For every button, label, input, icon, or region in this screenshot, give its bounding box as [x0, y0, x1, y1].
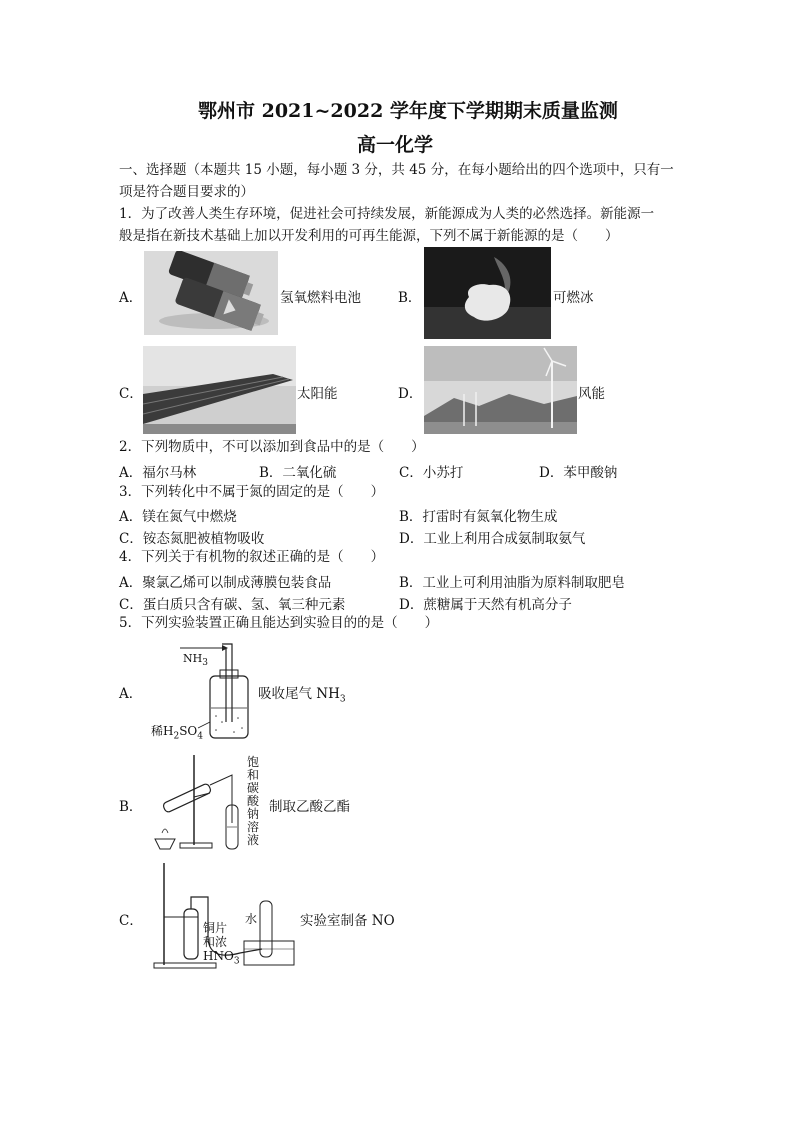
q3-stem: 3．下列转化中不属于氮的固定的是（ ）: [119, 484, 385, 500]
section-heading-line1: 一、选择题（本题共 15 小题，每小题 3 分，共 45 分，在每小题给出的四个选项中，只有一: [119, 162, 674, 178]
q2-option-b: B．二氧化硫: [259, 465, 337, 481]
q5c-reagent-line2: 和浓: [203, 935, 228, 949]
q5-option-b-text: 制取乙酸乙酯: [269, 799, 350, 815]
q5a-acid-sub2: 4: [197, 731, 203, 742]
q1-option-c-text: 太阳能: [297, 386, 338, 402]
q1-option-d-text: 风能: [578, 386, 605, 402]
section-heading-line2: 项是符合题目要求的）: [119, 184, 254, 200]
q3-option-c: C．铵态氮肥被植物吸收: [119, 531, 265, 547]
q5c-reagent-line3: HNO: [203, 949, 234, 963]
q1-option-d-letter: D．: [398, 386, 423, 402]
q2-option-d: D．苯甲酸钠: [539, 465, 618, 481]
q5a-acid-sub1: 2: [173, 731, 180, 742]
q1-option-a-text: 氢氧燃料电池: [280, 290, 361, 306]
q2-option-a: A．福尔马林: [119, 465, 197, 481]
q5-option-a-letter: A．: [119, 686, 143, 702]
combustible-ice-image: [424, 247, 551, 339]
q5a-gas-sub: 3: [202, 658, 208, 669]
q4-option-b: B．工业上可利用油脂为原料制取肥皂: [399, 575, 625, 591]
q3-option-a: A．镁在氮气中燃烧: [119, 509, 237, 525]
q4-option-c: C．蛋白质只含有碳、氢、氧三种元素: [119, 597, 346, 613]
q5a-acid-label: [151, 722, 203, 741]
q2-stem: 2．下列物质中，不可以添加到食品中的是（ ）: [119, 439, 425, 455]
q5b-reagent-label: 饱和碳酸钠溶液: [246, 755, 259, 847]
solar-panel-image: [143, 346, 296, 434]
q5c-water-label: 水: [245, 912, 258, 926]
ethyl-acetate-apparatus: [150, 753, 245, 855]
q4-option-a: A．聚氯乙烯可以制成薄膜包装食品: [119, 575, 332, 591]
q5c-reagent-label: [203, 921, 243, 968]
q5c-reagent-sub: 3: [233, 956, 240, 967]
q5a-gas-text: NH: [183, 652, 203, 665]
q5-option-c-text: 实验室制备 NO: [300, 913, 395, 929]
q4-option-d: D．蔗糖属于天然有机高分子: [399, 597, 572, 613]
q5a-acid-text1: 稀H: [151, 724, 174, 738]
q5-stem: 5．下列实验装置正确且能达到实验目的的是（ ）: [119, 615, 439, 631]
q2-option-c: C．小苏打: [399, 465, 464, 481]
q5-option-c-letter: C．: [119, 913, 143, 929]
q5-option-b-letter: B．: [119, 799, 143, 815]
q5c-reagent-line1: 铜片: [203, 921, 228, 935]
q5a-acid-text2: SO: [179, 724, 198, 738]
wind-turbine-image: [424, 346, 577, 434]
q3-option-d: D．工业上利用合成氨制取氨气: [399, 531, 586, 547]
q5a-text-sub: 3: [339, 694, 346, 705]
q3-option-b: B．打雷时有氮氧化物生成: [399, 509, 558, 525]
q5a-text: 吸收尾气 NH: [258, 686, 340, 702]
q1-option-a-letter: A．: [119, 290, 143, 306]
q5-option-a-text: [258, 682, 346, 705]
subject-title: 高一化学: [357, 134, 434, 156]
exam-title: 鄂州市 2021~2022 学年度下学期期末质量监测: [198, 100, 618, 122]
q1-stem-line1: 1．为了改善人类生存环境，促进社会可持续发展，新能源成为人类的必然选择。新能源一: [119, 206, 655, 222]
q1-stem-line2: 般是指在新技术基础上加以开发利用的可再生能源，下列不属于新能源的是（ ）: [119, 228, 619, 244]
q1-option-c-letter: C．: [119, 386, 143, 402]
q1-option-b-letter: B．: [398, 290, 422, 306]
q1-option-b-text: 可燃冰: [553, 290, 594, 306]
battery-image: [144, 251, 278, 335]
q5a-gas-label: [183, 652, 208, 668]
q4-stem: 4．下列关于有机物的叙述正确的是（ ）: [119, 549, 385, 565]
